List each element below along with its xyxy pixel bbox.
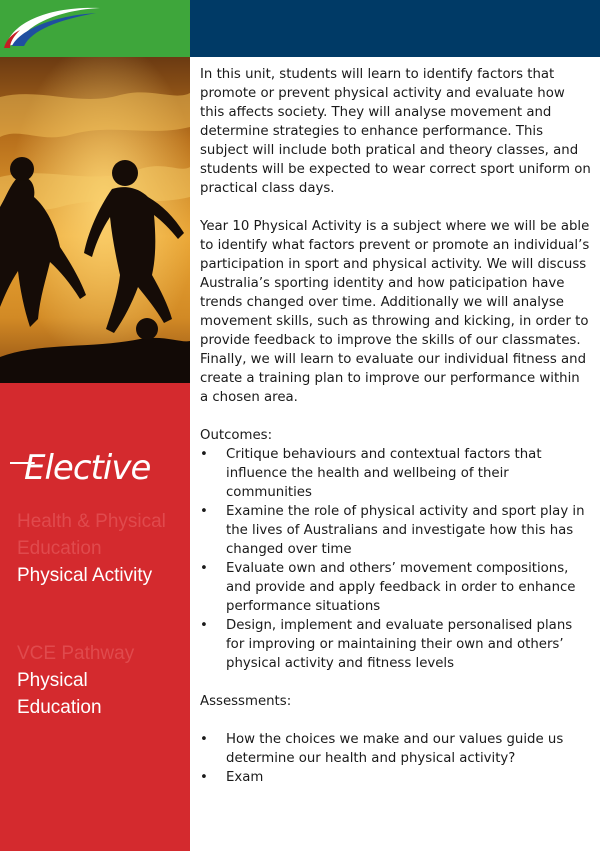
swoosh-logo-icon (0, 0, 110, 57)
assessments-heading: Assessments: (200, 694, 292, 709)
header-navy-band (190, 0, 600, 57)
outcomes-list (200, 445, 592, 673)
football-photo (0, 57, 190, 383)
outcomes-heading: Outcomes: (200, 428, 273, 443)
main-content (200, 65, 592, 787)
description-paragraph: Year 10 Physical Activity is a subject where we will be able to identify what factors prevent or promote an individual’s participation in sport and physical activity. We will discuss Australia’s sporting identity and how paticipation have trends changed over time. Additionally we will analyse movement skills, such as throwing and kicking, in order to provide feedback to improve the skills of our classmates. Finally, we will learn to evaluate our individual fitness and create a training plan to improve our performance within a chosen area. (200, 219, 590, 405)
elective-label: Elective (24, 448, 151, 488)
football-silhouette-icon (0, 57, 190, 383)
list-item: • Critique behaviours and contextual factors that influence the health and wellbeing of their communities (200, 445, 592, 502)
list-item: • Exam (200, 768, 592, 787)
list-item: • Examine the role of physical activity and sport play in the lives of Australians and investigate how this has changed over time (200, 502, 592, 559)
assessments-list (200, 730, 592, 787)
subject-area-line2: Education (17, 538, 102, 559)
pathway-line1: Physical (17, 670, 88, 691)
intro-paragraph: In this unit, students will learn to identify factors that promote or prevent physical activity and evaluate how this affects society. They will analyse movement and determine strategies to enhance performance. This subject will include both pratical and theory classes, and students will be expected to wear correct sport uniform on practical class days. (200, 67, 591, 196)
elective-wordmark (10, 443, 190, 491)
pathway-label: VCE Pathway (17, 643, 135, 664)
sidebar (0, 383, 190, 851)
list-item: • Evaluate own and others’ movement compositions, and provide and apply feedback in order to enhance performance situations (200, 559, 592, 616)
subject-area-line1: Health & Physical (17, 511, 166, 532)
subject-name: Physical Activity (17, 565, 153, 586)
pathway-line2: Education (17, 697, 102, 718)
list-item: • How the choices we make and our values guide us determine our health and physical activity? (200, 730, 592, 768)
list-item: • Design, implement and evaluate personalised plans for improving or maintaining their own and others’ physical activity and fitness levels (200, 616, 592, 673)
